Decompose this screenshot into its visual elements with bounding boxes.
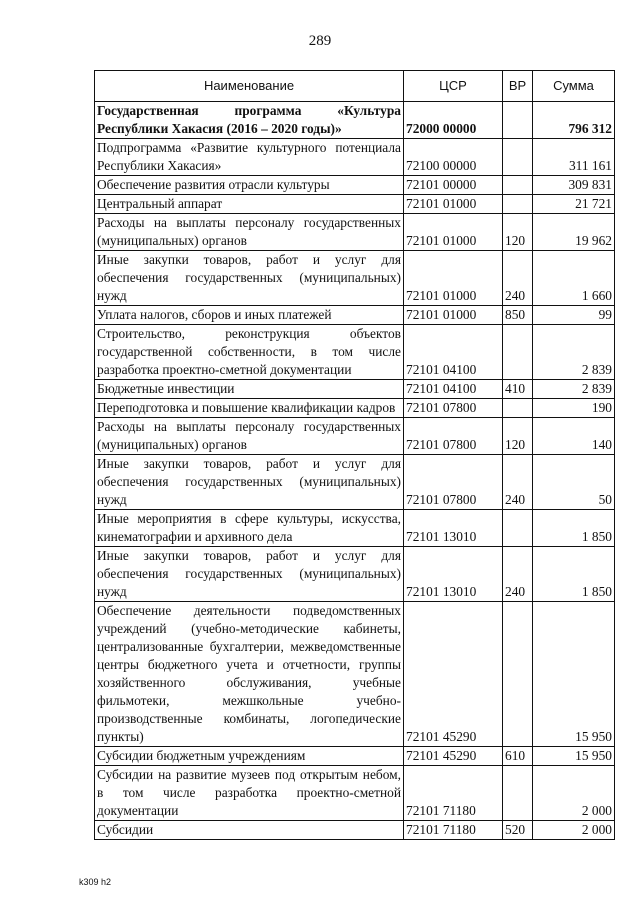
cell-name: Иные мероприятия в сфере культуры, искусства, кинематографии и архивного дела	[95, 510, 404, 547]
cell-vr	[503, 325, 533, 380]
cell-name: Уплата налогов, сборов и иных платежей	[95, 306, 404, 325]
cell-name: Подпрограмма «Развитие культурного потенциала Республики Хакасия»	[95, 139, 404, 176]
cell-sum: 1 660	[533, 251, 615, 306]
table-row	[95, 747, 615, 766]
cell-name: Бюджетные инвестиции	[95, 380, 404, 399]
table-row	[95, 766, 615, 821]
cell-sum: 50	[533, 455, 615, 510]
cell-csr: 72100 00000	[404, 139, 503, 176]
cell-csr: 72101 04100	[404, 325, 503, 380]
table-row	[95, 102, 615, 139]
cell-vr: 240	[503, 251, 533, 306]
table-row	[95, 821, 615, 840]
cell-csr: 72101 01000	[404, 251, 503, 306]
table-row	[95, 418, 615, 455]
cell-csr: 72101 07800	[404, 418, 503, 455]
cell-name: Субсидии	[95, 821, 404, 840]
cell-csr: 72101 13010	[404, 510, 503, 547]
cell-vr: 240	[503, 455, 533, 510]
cell-csr: 72101 01000	[404, 306, 503, 325]
table-header-row	[95, 71, 615, 102]
cell-csr: 72101 45290	[404, 747, 503, 766]
cell-vr: 850	[503, 306, 533, 325]
cell-vr	[503, 766, 533, 821]
cell-name: Расходы на выплаты персоналу государственных (муниципальных) органов	[95, 418, 404, 455]
cell-vr	[503, 195, 533, 214]
cell-vr	[503, 602, 533, 747]
cell-vr: 520	[503, 821, 533, 840]
cell-sum: 796 312	[533, 102, 615, 139]
cell-csr: 72101 00000	[404, 176, 503, 195]
cell-vr: 410	[503, 380, 533, 399]
cell-name: Субсидии на развитие музеев под открытым небом, в том числе разработка проектно-сметной документации	[95, 766, 404, 821]
cell-name: Расходы на выплаты персоналу государственных (муниципальных) органов	[95, 214, 404, 251]
cell-vr	[503, 139, 533, 176]
cell-sum: 2 839	[533, 380, 615, 399]
cell-csr: 72000 00000	[404, 102, 503, 139]
cell-csr: 72101 01000	[404, 214, 503, 251]
cell-vr: 610	[503, 747, 533, 766]
cell-sum: 1 850	[533, 547, 615, 602]
cell-vr: 240	[503, 547, 533, 602]
cell-sum: 190	[533, 399, 615, 418]
cell-sum: 2 839	[533, 325, 615, 380]
table-row	[95, 602, 615, 747]
table-row	[95, 380, 615, 399]
cell-sum: 309 831	[533, 176, 615, 195]
cell-name: Строительство, реконструкция объектов государственной собственности, в том числе разработка проектно-сметной документации	[95, 325, 404, 380]
cell-vr	[503, 102, 533, 139]
cell-csr: 72101 07800	[404, 455, 503, 510]
cell-csr: 72101 07800	[404, 399, 503, 418]
cell-csr: 72101 04100	[404, 380, 503, 399]
cell-name: Обеспечение развития отрасли культуры	[95, 176, 404, 195]
table-row	[95, 306, 615, 325]
table-body	[95, 102, 615, 840]
table-row	[95, 139, 615, 176]
cell-vr	[503, 399, 533, 418]
footer-code: k309 h2	[79, 877, 112, 887]
cell-vr	[503, 176, 533, 195]
cell-vr: 120	[503, 214, 533, 251]
cell-sum: 2 000	[533, 766, 615, 821]
cell-sum: 311 161	[533, 139, 615, 176]
cell-name: Иные закупки товаров, работ и услуг для обеспечения государственных (муниципальных) нужд	[95, 547, 404, 602]
cell-sum: 21 721	[533, 195, 615, 214]
header-csr: ЦСР	[404, 71, 503, 102]
table-row	[95, 195, 615, 214]
table-row	[95, 547, 615, 602]
table-row	[95, 455, 615, 510]
cell-vr	[503, 510, 533, 547]
cell-csr: 72101 45290	[404, 602, 503, 747]
table-row	[95, 510, 615, 547]
cell-sum: 2 000	[533, 821, 615, 840]
cell-sum: 99	[533, 306, 615, 325]
cell-csr: 72101 01000	[404, 195, 503, 214]
cell-name: Центральный аппарат	[95, 195, 404, 214]
table-row	[95, 176, 615, 195]
cell-sum: 1 850	[533, 510, 615, 547]
cell-csr: 72101 71180	[404, 821, 503, 840]
table-row	[95, 325, 615, 380]
header-name: Наименование	[95, 71, 404, 102]
cell-csr: 72101 71180	[404, 766, 503, 821]
header-vr: ВР	[503, 71, 533, 102]
table-row	[95, 399, 615, 418]
cell-csr: 72101 13010	[404, 547, 503, 602]
table-row	[95, 214, 615, 251]
cell-name: Иные закупки товаров, работ и услуг для обеспечения государственных (муниципальных) нужд	[95, 251, 404, 306]
cell-name: Субсидии бюджетным учреждениям	[95, 747, 404, 766]
table-row	[95, 251, 615, 306]
cell-name: Переподготовка и повышение квалификации кадров	[95, 399, 404, 418]
cell-name: Иные закупки товаров, работ и услуг для обеспечения государственных (муниципальных) нужд	[95, 455, 404, 510]
cell-sum: 19 962	[533, 214, 615, 251]
budget-table	[94, 70, 615, 840]
cell-sum: 15 950	[533, 602, 615, 747]
cell-name: Государственная программа «Культура Республики Хакасия (2016 – 2020 годы)»	[95, 102, 404, 139]
cell-vr: 120	[503, 418, 533, 455]
cell-name: Обеспечение деятельности подведомственных учреждений (учебно-методические кабинеты, централизованные бухгалтерии, межведомственные центры бюджетного учета и отчетности, группы хозяйственного обслуживания, учебные фильмотеки, межшкольные учебно-производственные комбинаты, логопедические пункты)	[95, 602, 404, 747]
page-number: 289	[308, 33, 332, 49]
cell-sum: 15 950	[533, 747, 615, 766]
header-sum: Сумма	[533, 71, 615, 102]
cell-sum: 140	[533, 418, 615, 455]
